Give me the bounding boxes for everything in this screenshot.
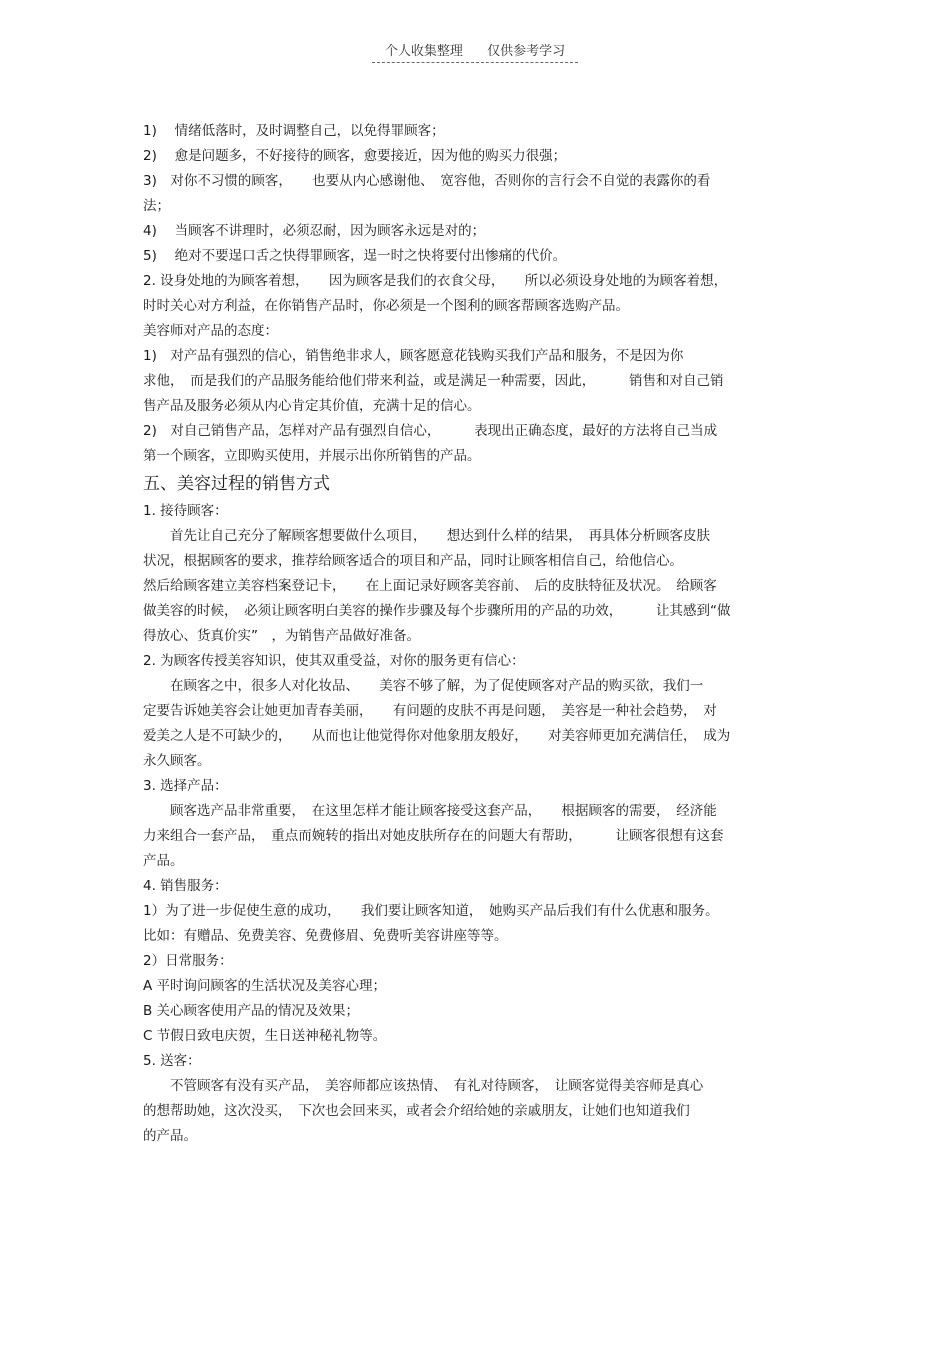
header-underline <box>372 40 578 63</box>
text-line: C 节假日致电庆贺，生日送神秘礼物等。 <box>143 1028 387 1044</box>
text-line: 2) 对自己销售产品，怎样对产品有强烈自信心， 表现出正确态度，最好的方法将自己当成 <box>143 423 718 439</box>
header-right-text: 仅供参考学习 <box>487 44 566 59</box>
text-line: 4. 销售服务： <box>143 878 228 894</box>
text-line: 第一个顾客，立即购买使用，并展示出你所销售的产品。 <box>143 448 481 464</box>
text-line: 产品。 <box>143 853 184 869</box>
section-heading: 五、美容过程的销售方式 <box>143 474 330 494</box>
text-line: 时时关心对方利益，在你销售产品时，你必须是一个图利的顾客帮顾客选购产品。 <box>143 298 629 314</box>
text-line: 法； <box>143 198 170 214</box>
text-line: 2. 为顾客传授美容知识，使其双重受益，对你的服务更有信心： <box>143 653 525 669</box>
text-line: 比如：有赠品、免费美容、免费修眉、免费听美容讲座等等。 <box>143 928 508 944</box>
text-line: 永久顾客。 <box>143 753 211 769</box>
text-line: 的想帮助她，这次没买， 下次也会回来买，或者会介绍给她的亲戚朋友，让她们也知道我们 <box>143 1103 690 1119</box>
text-line: B 关心顾客使用产品的情况及效果； <box>143 1003 360 1019</box>
text-line: 在顾客之中，很多人对化妆品、 美容不够了解，为了促使顾客对产品的购买欲，我们一 <box>143 678 704 694</box>
text-line: 不管顾客有没有买产品， 美容师都应该热情、 有礼对待顾客， 让顾客觉得美容师是真心 <box>143 1078 704 1094</box>
text-line: 2）日常服务： <box>143 953 233 969</box>
text-line: 美容师对产品的态度： <box>143 323 278 339</box>
text-line: 1）为了进一步促使生意的成功， 我们要让顾客知道， 她购买产品后我们有什么优惠和服务。 <box>143 903 719 919</box>
text-line: 5) 绝对不要逞口舌之快得罪顾客，逞一时之快将要付出惨痛的代价。 <box>143 248 567 264</box>
document-body <box>143 119 807 1149</box>
text-line: 5. 送客： <box>143 1053 201 1069</box>
text-line: 做美容的时候， 必须让顾客明白美容的操作步骤及每个步骤所用的产品的功效， 让其感到“做 <box>143 603 731 619</box>
header-left-text: 个人收集整理 <box>384 44 463 59</box>
text-line: 顾客选产品非常重要， 在这里怎样才能让顾客接受这套产品， 根据顾客的需要， 经济能 <box>143 803 717 819</box>
text-line: 2) 愈是问题多，不好接待的顾客，愈要接近，因为他的购买力很强； <box>143 148 567 164</box>
text-line: 的产品。 <box>143 1128 197 1144</box>
text-line: 状况，根据顾客的要求，推荐给顾客适合的项目和产品，同时让顾客相信自己，给他信心。 <box>143 553 683 569</box>
text-line: 然后给顾客建立美容档案登记卡， 在上面记录好顾客美容前、 后的皮肤特征及状况。 给顾客 <box>143 578 717 594</box>
text-line: 1) 对产品有强烈的信心，销售绝非求人，顾客愿意花钱购买我们产品和服务，不是因为你 <box>143 348 684 364</box>
text-line: 首先让自己充分了解顾客想要做什么项目， 想达到什么样的结果， 再具体分析顾客皮肤 <box>143 528 710 544</box>
text-line: 1. 接待顾客： <box>143 503 228 519</box>
text-line: 力来组合一套产品， 重点而婉转的指出对她皮肤所存在的问题大有帮助， 让顾客很想有这套 <box>143 828 724 844</box>
text-line: 爱美之人是不可缺少的， 从而也让他觉得你对他象朋友般好， 对美容师更加充满信任， 成为 <box>143 728 731 744</box>
text-line: 求他， 而是我们的产品服务能给他们带来利益，或是满足一种需要，因此， 销售和对自己销 <box>143 373 724 389</box>
text-line: 1) 情绪低落时，及时调整自己，以免得罪顾客； <box>143 123 445 139</box>
page-header <box>0 40 950 63</box>
text-line: 2. 设身处地的为顾客着想， 因为顾客是我们的衣食父母， 所以必须设身处地的为顾客着想， <box>143 273 728 289</box>
text-line: 售产品及服务必须从内心肯定其价值，充满十足的信心。 <box>143 398 481 414</box>
text-line: 4) 当顾客不讲理时，必须忍耐，因为顾客永远是对的； <box>143 223 486 239</box>
text-line: 3. 选择产品： <box>143 778 228 794</box>
text-line: A 平时询问顾客的生活状况及美容心理； <box>143 978 387 994</box>
text-line: 定要告诉她美容会让她更加青春美丽， 有问题的皮肤不再是问题， 美容是一种社会趋势， 对 <box>143 703 717 719</box>
text-line: 3) 对你不习惯的顾客， 也要从内心感谢他、 宽容他，否则你的言行会不自觉的表露你的看 <box>143 173 711 189</box>
text-line: 得放心、货真价实” ，为销售产品做好准备。 <box>143 628 420 644</box>
